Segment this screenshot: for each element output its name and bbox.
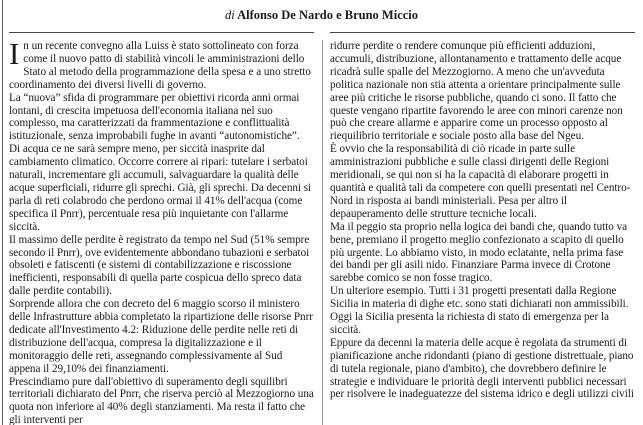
article-paragraph: Sorprende allora che con decreto del 6 maggio scorso il ministero delle Infrastrutture abbia completato la ripartizione delle risorse Pnrr dedicate all'Investimento 4.2: Riduzione delle perdite nelle reti di distribuzione dell'acqua, compresa la digitalizzazione e il monitoraggio delle reti, assegnando complessivamente al Sud appena il 29,10% dei finanziamenti.: [9, 298, 313, 375]
byline: [0, 8, 643, 23]
article-paragraph: Un ulteriore esempio. Tutti i 31 progetti presentati dalla Regione Sicilia in materia di dighe etc. sono stati dichiarati non ammissibili. Oggi la Sicilia presenta la richiesta di stato di emergenza per la siccità.: [330, 285, 629, 336]
byline-authors: Alfonso De Nardo e Bruno Miccio: [237, 8, 419, 22]
article-paragraph: È ovvio che la responsabilità di ciò ricade in parte sulle amministrazioni pubbliche e sulle classi dirigenti delle Regioni meridionali, se qui non si ha la capacità di elaborare progetti in quantità e qualità tali da competere con quelli presentati nel Centro-Nord in risposta ai bandi ministeriali. Pesa per altro il depauperamento delle strutture tecniche locali.: [330, 143, 631, 220]
article-paragraph: Eppure da decenni la materia delle acque è regolata da strumenti di pianificazione anche ridondanti (piano di gestione distrettuale, piano di tutela regionale, piano d'ambito), che dovrebbero definire le strategie e individuare le priorità degli interventi pubblici necessari per risolvere le inadeguatezze del sistema idrico e degli utilizzi civili: [330, 336, 634, 401]
article-paragraph: ridurre perdite o rendere comunque più efficienti adduzioni, accumuli, distribuzione, allontanamento e trattamento delle acque ricadrà sulle spalle del Mezzogiorno. A meno che un'avveduta politica nazionale non stia attenta a orientare principalmente sulle aree più critiche le risorse pubbliche, quando ci sono. Il fatto che queste vengano ripartite favorendo le aree con minori carenze non può che creare allarme e apparire come un processo opposto al riequilibrio territoriale e sociale posto alla base del Ngeu.: [330, 40, 623, 143]
header-rule-left: [9, 32, 314, 33]
paragraph-text: n un recente convegno alla Luiss è stato sottolineato con forza come il nuovo patto di stabilità vincoli le amministrazioni dello Stato al metodo della programmazione della spesa e a uno stretto coordinamento dei diversi livelli di governo.: [9, 40, 311, 91]
article-column-left: [9, 40, 314, 425]
article-paragraph: La “nuova” sfida di programmare per obiettivi ricorda anni ormai lontani, di crescita impetuosa dell'economia italiana nel suo complesso, ma caratterizzati da frammentazione e conflittualità istituzionale, senza improbabili fughe in avanti “autonomistiche”.: [9, 91, 300, 143]
article-paragraph: Di acqua ce ne sarà sempre meno, per siccità inasprite dal cambiamento climatico. Occorre correre ai ripari: tutelare i serbatoi naturali, incrementare gli accumuli, salvaguardare la qualità delle acque superficiali, ridurre gli sprechi. Già, gli sprechi. Da decenni si parla di reti colabrodo che perdono ormai il 41% dell'acqua (come specifica il Pnrr), percentuale resa più inquietante con l'allarme siccità.: [9, 143, 312, 233]
article-paragraph: Ma il peggio sta proprio nella logica dei bandi che, quando tutto va bene, premiano il progetto meglio confezionato a scapito di quello più urgente. Lo abbiamo visto, in modo eclatante, nella prima fase dei bandi per gli asili nido. Finanziare Parma invece di Crotone sarebbe comico se non fosse tragico.: [330, 220, 628, 285]
article-paragraph: Prescindiamo pure dall'obiettivo di superamento degli squilibri territoriali dichiarato del Pnrr, che riserva perciò al Mezzogiorno una quota non inferiore al 40% degli stanziamenti. Ma resta il fatto che gli interventi per: [9, 375, 314, 425]
page-left-border: [2, 0, 3, 425]
byline-prefix: di: [224, 8, 235, 22]
header-rule-right: [330, 32, 635, 33]
drop-cap: I: [9, 40, 20, 71]
column-separator: [322, 40, 323, 425]
article-paragraph: [9, 40, 314, 92]
article-column-right: [330, 40, 635, 425]
article-paragraph: Il massimo delle perdite è registrato da tempo nel Sud (51% sempre secondo il Pnrr), ove evidentemente abbondano tubazioni e serbatoi obsoleti e fatiscenti (e sistemi di contabilizzazione e riscossione inefficienti, responsabili di quella parte cospicua dello spreco data dalle perdite contabili).: [9, 233, 310, 298]
